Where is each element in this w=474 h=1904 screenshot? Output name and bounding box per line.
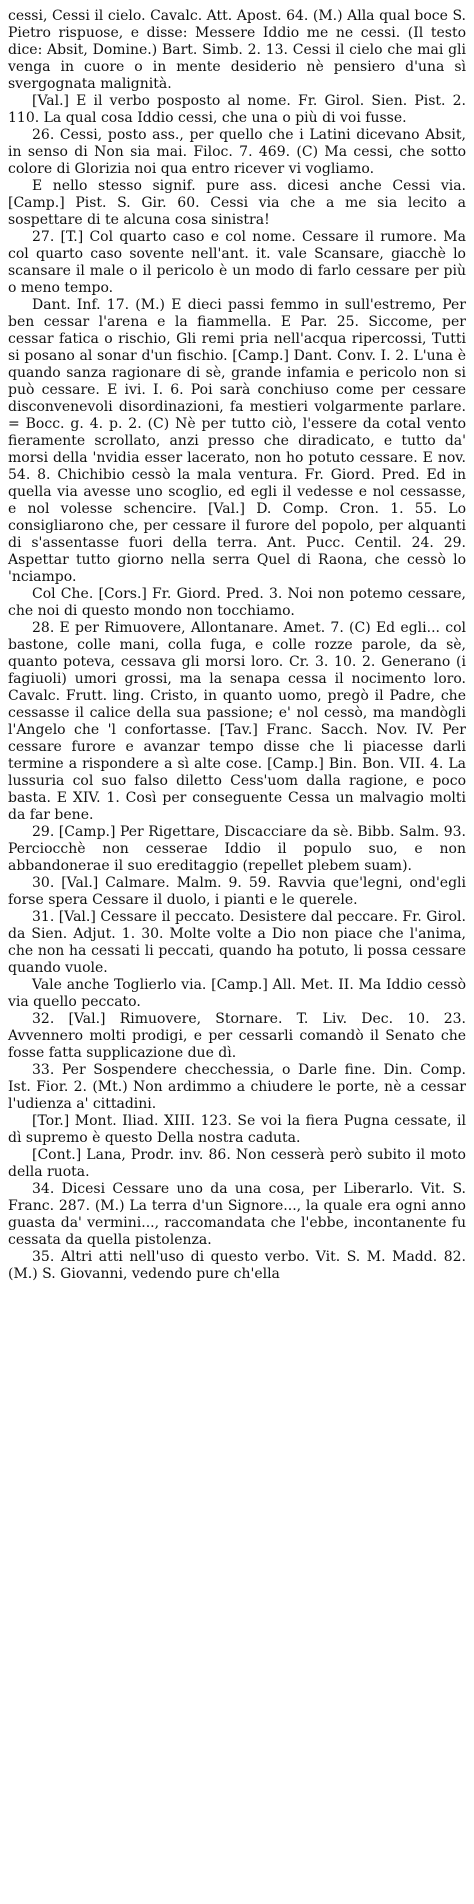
entry-paragraph-col-che: Col Che. [Cors.] Fr. Giord. Pred. 3. Noi non potemo cessare, che noi di questo mondo non tocchiamo.	[8, 586, 466, 619]
entry-paragraph-toglierlo-via: Vale anche Toglierlo via. [Camp.] All. Met. II. Ma Iddio cessò via quello peccato.	[8, 977, 466, 1010]
entry-paragraph-28: 28. E per Rimuovere, Allontanare. Amet. 7. (C) Ed egli... col bastone, colle mani, colla fuga, e colle rozze parole, da sè, quanto poteva, cessava gli morsi loro. Cr. 3. 10. 2. Generano (i fagiuoli) umori grossi, ma la senapa cessa il nocimento loro. Cavalc. Frutt. ling. Cristo, in quanto uomo, pregò il Padre, che cessasse il calice della sua passione; e' nol cessò, ma mandògli l'Angelo che 'l confortasse. [Tav.] Franc. Sacch. Nov. IV. Per cessare furore e avanzar tempo disse che li piacesse darli termine a rispondere a sì alte cose. [Camp.] Bin. Bon. VII. 4. La lussuria col suo falso diletto Cess'uom dalla ragione, e poco basta. E XIV. 1. Così per conseguente Cessa un malvagio molti da far bene.	[8, 620, 466, 823]
entry-paragraph-33: 33. Per Sospendere checchessia, o Darle fine. Din. Comp. Ist. Fior. 2. (Mt.) Non ardimmo a chiudere le porte, nè a cessar l'udienza a' cittadini.	[8, 1062, 466, 1112]
entry-paragraph-dant-inf: Dant. Inf. 17. (M.) E dieci passi femmo in sull'estremo, Per ben cessar l'arena e la fiammella. E Par. 25. Siccome, per cessar fatica o rischio, Gli remi pria nell'acqua ripercossi, Tutti si posano al sonar d'un fischio. [Camp.] Dant. Conv. I. 2. L'una è quando sanza ragionare di sè, grande infamia e pericolo non si può cessare. E ivi. I. 6. Poi sarà conchiuso come per cessare disconvenevoli disordinazioni, fa mestieri volgarmente parlare. = Bocc. g. 4. p. 2. (C) Nè per tutto ciò, l'essere da cotal vento fieramente scrollato, anzi presso che diradicato, e tutto da' morsi della 'nvidia esser lacerato, non ho potuto cessare. E nov. 54. 8. Chichibio cessò la mala ventura. Fr. Giord. Pred. Ed in quella via avesse uno scoglio, ed egli il vedesse e nol cessasse, e nol volesse schencire. [Val.] D. Comp. Cron. 1. 55. Lo consigliarono che, per cessare il furore del popolo, per alquanti di s'assentasse fuori della terra. Ant. Pucc. Centil. 24. 29. Aspettar tutto giorno nella serra Quel di Raona, che cessò lo 'nciampo.	[8, 297, 466, 585]
entry-paragraph-lana-prodr: [Cont.] Lana, Prodr. inv. 86. Non cesserà però subito il moto della ruota.	[8, 1147, 466, 1180]
entry-paragraph-mont-iliad: [Tor.] Mont. Iliad. XIII. 123. Se voi la fiera Pugna cessate, il dì supremo è questo Della nostra caduta.	[8, 1113, 466, 1146]
entry-paragraph-29: 29. [Camp.] Per Rigettare, Discacciare da sè. Bibb. Salm. 93. Perciocchè non cesserae Iddio il populo suo, e non abbandonerae il suo ereditaggio (repellet plebem suam).	[8, 824, 466, 874]
entry-paragraph-26: 26. Cessi, posto ass., per quello che i Latini dicevano Absit, in senso di Non sia mai. Filoc. 7. 469. (C) Ma cessi, che sotto colore di Glorizia noi qua entro ricever vi vogliamo.	[8, 127, 466, 177]
entry-paragraph-30: 30. [Val.] Calmare. Malm. 9. 59. Ravvia que'legni, ond'egli forse spera Cessare il duolo, i pianti e le querele.	[8, 875, 466, 908]
entry-paragraph-32: 32. [Val.] Rimuovere, Stornare. T. Liv. Dec. 10. 23. Avvennero molti prodigi, e per cessarli comandò il Senato che fosse fatta supplicazione due dì.	[8, 1011, 466, 1061]
entry-paragraph-verbo-posposto: [Val.] E il verbo posposto al nome. Fr. Girol. Sien. Pist. 2. 110. La qual cosa Iddio cessi, che una o più di voi fusse.	[8, 93, 466, 126]
entry-paragraph-27: 27. [T.] Col quarto caso e col nome. Cessare il rumore. Ma col quarto caso sovente nell'ant. it. vale Scansare, giacchè lo scansare il male o il pericolo è un modo di farlo cessare per più o meno tempo.	[8, 229, 466, 296]
entry-paragraph-34: 34. Dicesi Cessare uno da una cosa, per Liberarlo. Vit. S. Franc. 287. (M.) La terra d'un Signore..., la quale era ogni anno guasta da' vermini..., raccomandata che l'ebbe, incontanente fu cessata da quella pistolenza.	[8, 1181, 466, 1248]
entry-paragraph-31: 31. [Val.] Cessare il peccato. Desistere dal peccare. Fr. Girol. da Sien. Adjut. 1. 30. Molte volte a Dio non piace che l'anima, che non ha cessati li peccati, quando ha potuto, li possa cessare quando vuole.	[8, 909, 466, 976]
entry-paragraph-cessi-via: E nello stesso signif. pure ass. dicesi anche Cessi via. [Camp.] Pist. S. Gir. 60. Cessi via che a me sia lecito a sospettare di te alcuna cosa sinistra!	[8, 178, 466, 228]
entry-paragraph-cessi-cielo: cessi, Cessi il cielo. Cavalc. Att. Apost. 64. (M.) Alla qual boce S. Pietro rispuose, e disse: Messere Iddio me ne cessi. (Il testo dice: Absit, Domine.) Bart. Simb. 2. 13. Cessi il cielo che mai gli venga in cuore o in mente desiderio nè pensiero d'una sì svergognata malignità.	[8, 8, 466, 92]
entry-paragraph-35: 35. Altri atti nell'uso di questo verbo. Vit. S. M. Madd. 82. (M.) S. Giovanni, vedendo pure ch'ella	[8, 1249, 466, 1282]
